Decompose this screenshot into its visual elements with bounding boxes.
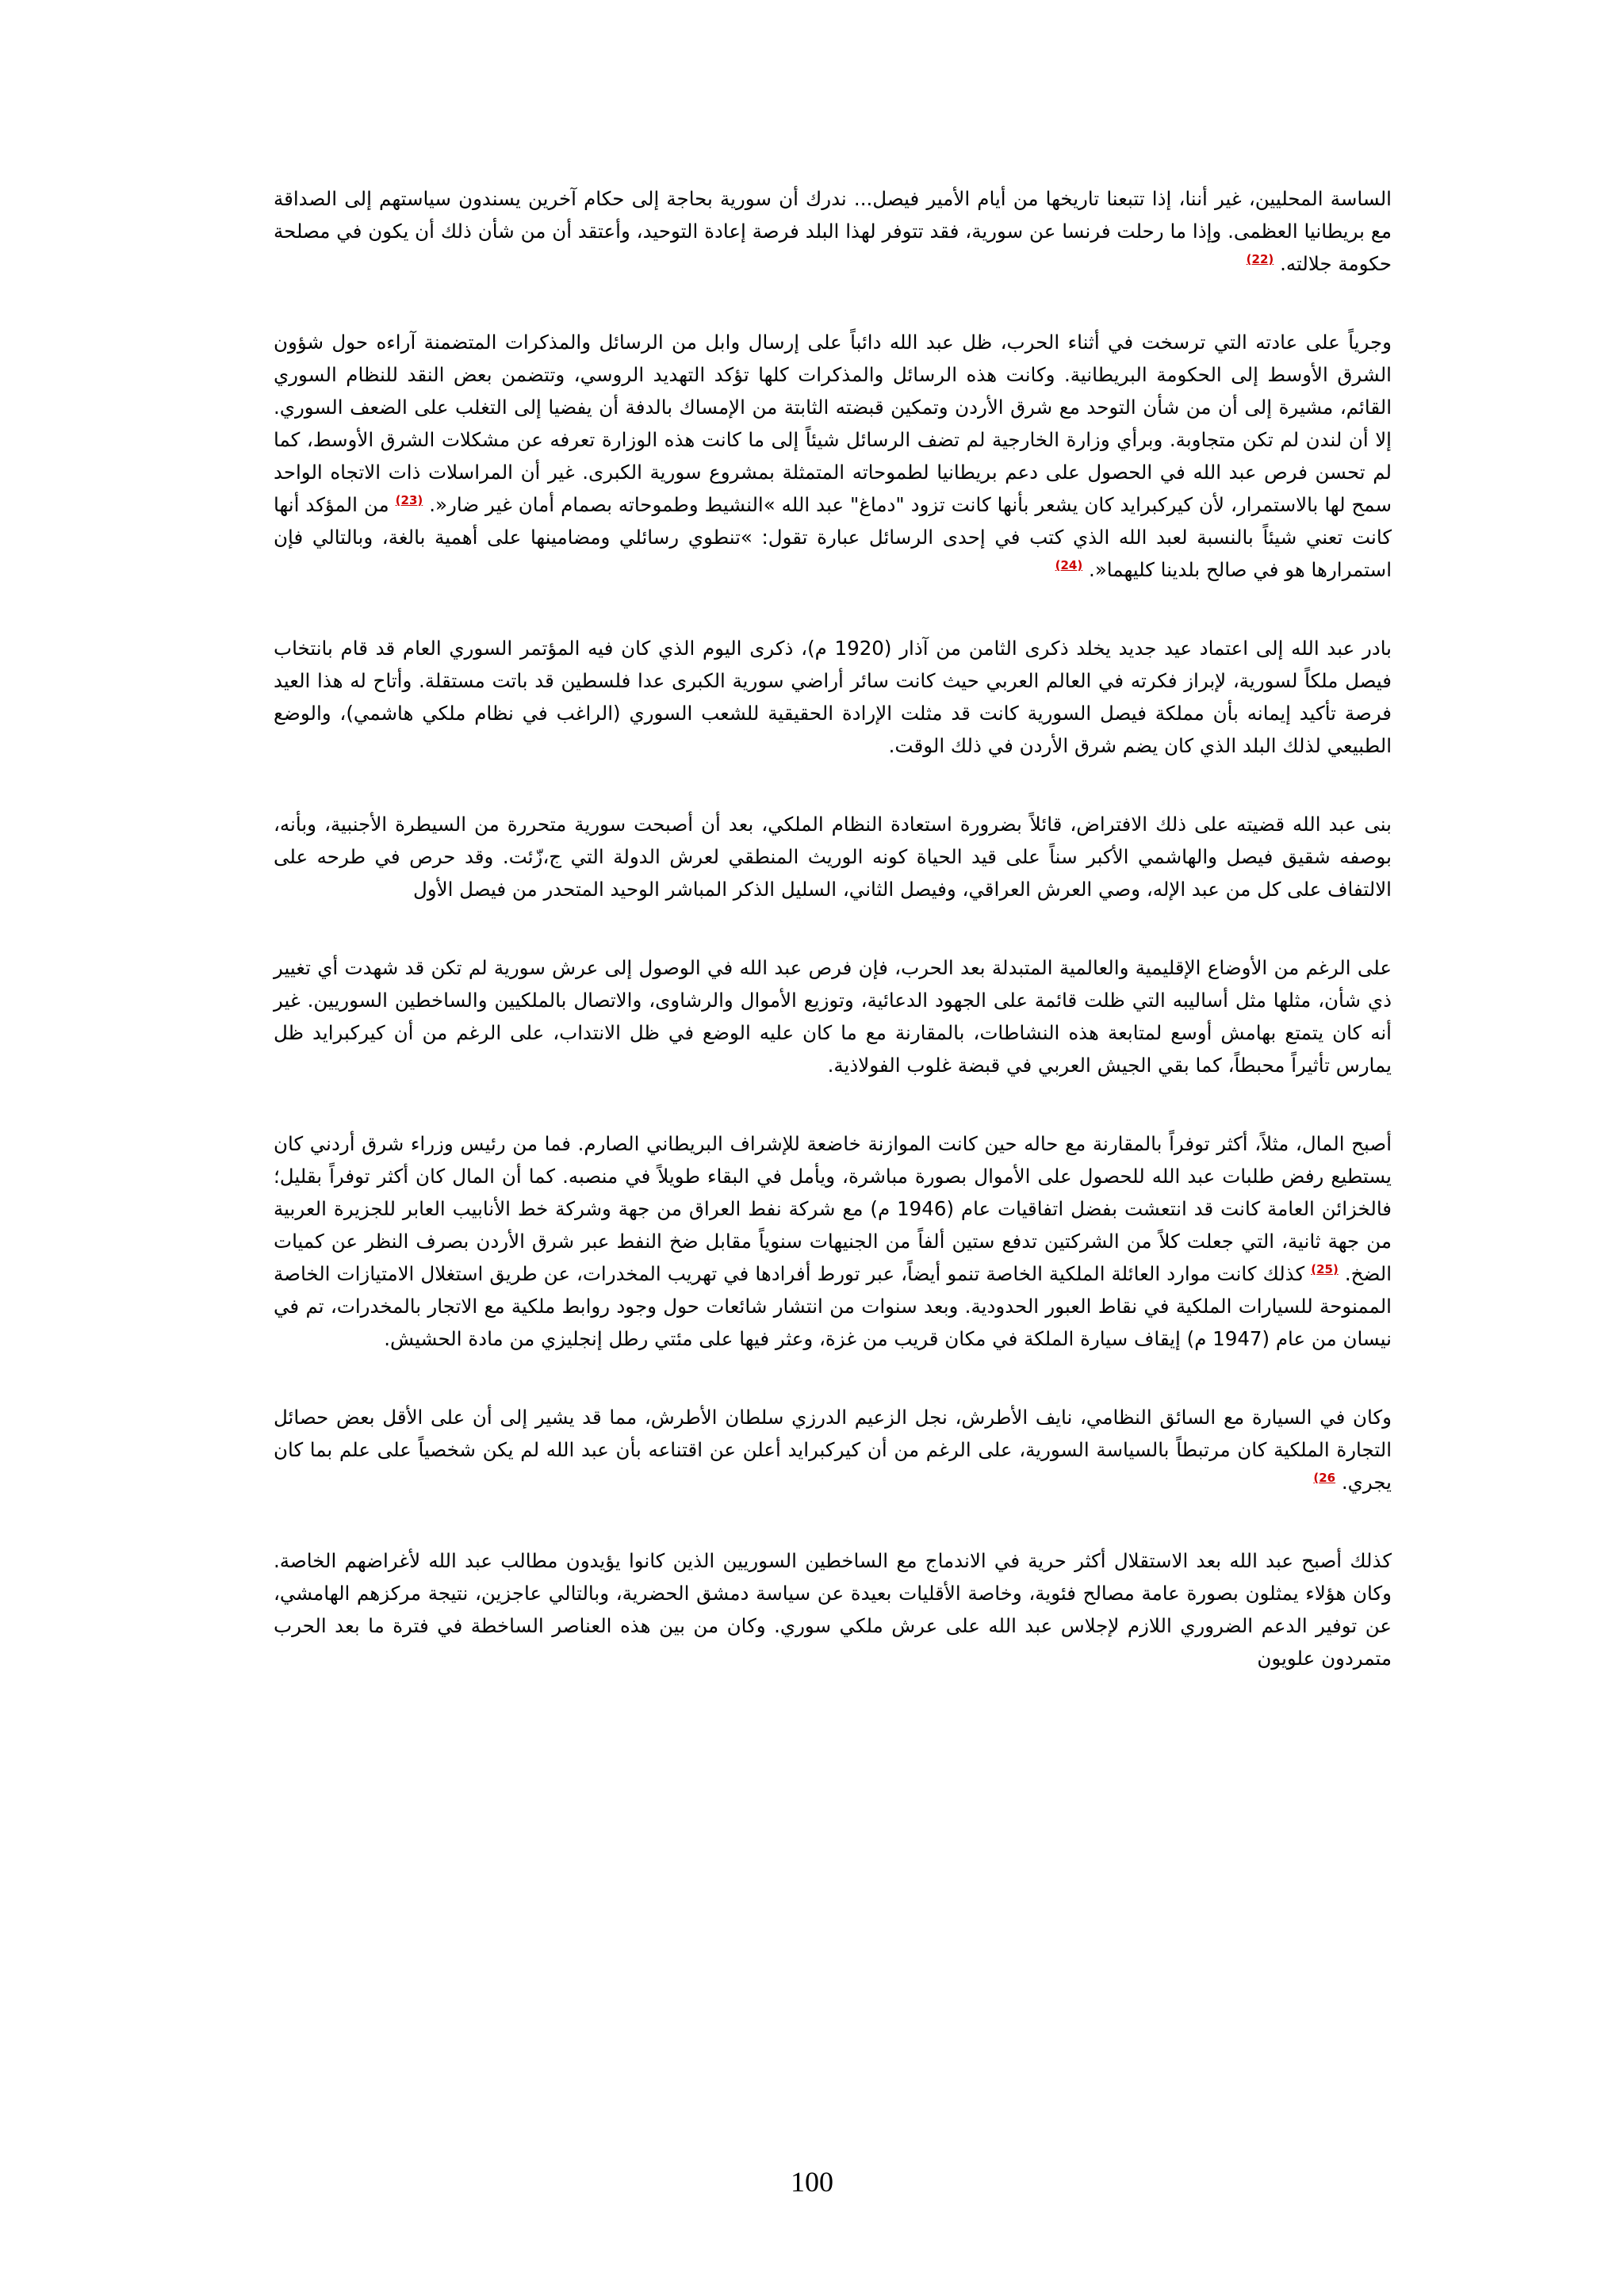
paragraph-8: [274, 1544, 1392, 1674]
paragraph-text: بنى عبد الله قضيته على ذلك الافتراض، قائلاً بضرورة استعادة النظام الملكي، بعد أن أصبحت سورية متحررة من السيطرة الأجنبية، وبأنه، بوصفه شقيق فيصل والهاشمي الأكبر سناً على قيد الحياة كونه الوريث المنطقي لعرش الدولة التي ج،زّئت. وقد حرص في طرحه على الالتفاف على كل من عبد الإله، وصي العرش العراقي، وفيصل الثاني، السليل الذكر المباشر الوحيد المتحدر من فيصل الأول: [274, 813, 1392, 901]
paragraph-text: وجرياً على عادته التي ترسخت في أثناء الحرب، ظل عبد الله دائباً على إرسال وابل من الرسائل والمذكرات المتضمنة آراءه حول شؤون الشرق الأوسط إلى الحكومة البريطانية. وكانت هذه الرسائل والمذكرات كلها تؤكد التهديد الروسي، وتتضمن بعض النقد للنظام السوري القائم، مشيرة إلى أن من شأن التوحد مع شرق الأردن وتمكين قبضته الثابتة من الإمساك بالدفة أن يفضيا إلى التغلب على الضعف السوري. إلا أن لندن لم تكن متجاوبة. وبرأي وزارة الخارجية لم تضف الرسائل شيئاً إلى ما كانت هذه الوزارة تعرفه عن مشكلات الشرق الأوسط، كما لم تحسن فرص عبد الله في الحصول على دعم بريطانيا لطموحاته المتمثلة بمشروع سورية الكبرى. غير أن المراسلات ذات الاتجاه الواحد سمح لها بالاستمرار، لأن كيركبرايد كان يشعر بأنها كانت تزود "دماغ" عبد الله »النشيط وطموحاته بصمام أمان غير ضار«.: [274, 331, 1392, 516]
paragraph-text: الساسة المحليين، غير أننا، إذا تتبعنا تاريخها من أيام الأمير فيصل... ندرك أن سورية بحاجة إلى حكام آخرين يسندون سياستهم إلى الصداقة مع بريطانيا العظمى. وإذا ما رحلت فرنسا عن سورية، فقد تتوفر لهذا البلد فرصة إعادة التوحيد، وأعتقد أن من شأن ذلك أن يكون في مصلحة حكومة جلالته.: [274, 187, 1392, 275]
paragraph-text: أصبح المال، مثلاً، أكثر توفراً بالمقارنة مع حاله حين كانت الموازنة خاضعة للإشراف البريطاني الصارم. فما من رئيس وزراء شرق أردني كان يستطيع رفض طلبات عبد الله للحصول على الأموال بصورة مباشرة، ويأمل في البقاء طويلاً في منصبه. كما أن المال كان أكثر توفراً بقليل؛ فالخزائن العامة كانت قد انتعشت بفضل اتفاقيات عام (1946 م) مع شركة نفط العراق من جهة وشركة خط الأنابيب العابر للجزيرة العربية من جهة ثانية، التي جعلت كلاً من الشركتين تدفع ستين ألفاً من الجنيهات سنوياً مقابل ضخ النفط عبر شرق الأردن بصرف النظر عن كميات الضخ.: [274, 1132, 1392, 1285]
paragraph-1: [274, 182, 1392, 280]
paragraph-7: [274, 1401, 1392, 1498]
paragraph-6: [274, 1127, 1392, 1355]
footnote-ref-25[interactable]: (25): [1311, 1261, 1339, 1276]
paragraph-2: [274, 326, 1392, 586]
document-body: [274, 182, 1392, 1720]
page-number: 100: [791, 2166, 833, 2198]
footnote-ref-24[interactable]: (24): [1055, 557, 1083, 572]
footnote-ref-22[interactable]: (22): [1246, 251, 1274, 266]
paragraph-5: [274, 951, 1392, 1081]
paragraph-text: على الرغم من الأوضاع الإقليمية والعالمية المتبدلة بعد الحرب، فإن فرص عبد الله في الوصول إلى عرش سورية لم تكن قد شهدت أي تغيير ذي شأن، مثلها مثل أساليبه التي ظلت قائمة على الجهود الدعائية، وتوزيع الأموال والرشاوى، والاتصال بالملكيين والساخطين السوريين. غير أنه كان يتمتع بهامش أوسع لمتابعة هذه النشاطات، بالمقارنة مع ما كان عليه الوضع في ظل الانتداب، على الرغم من أن كيركبرايد ظل يمارس تأثيراً محبطاً، كما بقي الجيش العربي في قبضة غلوب الفولاذية.: [274, 956, 1392, 1077]
paragraph-text: بادر عبد الله إلى اعتماد عيد جديد يخلد ذكرى الثامن من آذار (1920 م)، ذكرى اليوم الذي كان فيه المؤتمر السوري العام قد قام بانتخاب فيصل ملكاً لسورية، لإبراز فكرته في العالم العربي حيث كانت سائر أراضي سورية الكبرى عدا فلسطين قد باتت مستقلة. وأتاح له هذا العيد فرصة تأكيد إيمانه بأن مملكة فيصل السورية كانت قد مثلت الإرادة الحقيقية للشعب السوري (الراغب في نظام ملكي هاشمي)، والوضع الطبيعي لذلك البلد الذي كان يضم شرق الأردن في ذلك الوقت.: [274, 637, 1392, 757]
paragraph-text-continued: كذلك كانت موارد العائلة الملكية الخاصة تنمو أيضاً، عبر تورط أفرادها في تهريب المخدرات، عن طريق استغلال الامتيازات الخاصة الممنوحة للسيارات الملكية في نقاط العبور الحدودية. وبعد سنوات من انتشار شائعات حول وجود روابط ملكية مع الاتجار بالمخدرات، تم في نيسان من عام (1947 م) إيقاف سيارة الملكة في مكان قريب من غزة، وعثر فيها على مئتي رطل إنجليزي من مادة الحشيش.: [274, 1262, 1392, 1350]
paragraph-text: كذلك أصبح عبد الله بعد الاستقلال أكثر حرية في الاندماج مع الساخطين السوريين الذين كانوا يؤيدون مطالب عبد الله لأغراضهم الخاصة. وكان هؤلاء يمثلون بصورة عامة مصالح فئوية، وخاصة الأقليات بعيدة عن سياسة دمشق الحضرية، وبالتالي عاجزين، نتيجة مركزهم الهامشي، عن توفير الدعم الضروري اللازم لإجلاس عبد الله على عرش ملكي سوري. وكان من بين هذه العناصر الساخطة في فترة ما بعد الحرب متمردون علويون: [274, 1549, 1392, 1670]
paragraph-text-continued: من المؤكد أنها كانت تعني شيئاً بالنسبة لعبد الله الذي كتب في إحدى الرسائل عبارة تقول: »تنطوي رسائلي ومضامينها على أهمية بالغة، وبالتالي فإن استمرارها هو في صالح بلدينا كليهما«.: [274, 493, 1392, 581]
paragraph-4: [274, 808, 1392, 905]
footnote-ref-23[interactable]: (23): [395, 492, 423, 507]
paragraph-3: [274, 632, 1392, 762]
footnote-ref-26[interactable]: 26): [1313, 1470, 1336, 1485]
paragraph-text: وكان في السيارة مع السائق النظامي، نايف الأطرش، نجل الزعيم الدرزي سلطان الأطرش، مما قد يشير إلى أن على الأقل بعض حصائل التجارة الملكية كان مرتبطاً بالسياسة السورية، على الرغم من أن كيركبرايد أعلن عن اقتناعه بأن عبد الله لم يكن شخصياً على علم بما كان يجري.: [274, 1406, 1392, 1494]
